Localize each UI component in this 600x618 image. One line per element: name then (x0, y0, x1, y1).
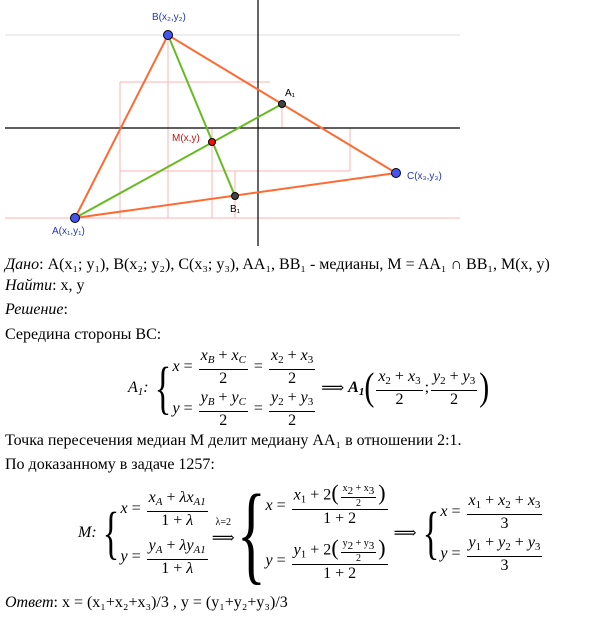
point-A (71, 214, 80, 223)
triangle-figure (0, 0, 600, 250)
median-AA1 (75, 104, 282, 218)
find-label: Найти (5, 277, 53, 294)
given-line (5, 256, 550, 274)
step2-text: Точка пересечения медиан M делит медиану AA₁ в отношении 2:1. (5, 432, 462, 449)
midpoint-system: $A_1$: { x = $\frac{x_B + x_C}{2}$ = $\frac{x_2 + x_3}{2}$ y = $\frac{y_B + y_C}{2}$ = $\frac{y_2 + y_3}{2}$ ⟹ $A_1$ ( $\frac{x_2 + x_3}{2}$ ; $\frac{y_2 + y_3}{2}$ ) (128, 346, 490, 429)
point-C (392, 169, 401, 178)
solution-text: : (63, 301, 68, 318)
solution-line (5, 301, 68, 319)
solution-label: Решение (5, 301, 64, 318)
point-A1 (279, 101, 286, 108)
label-B1: B₁ (230, 204, 241, 215)
answer-line (5, 594, 288, 612)
lambda-note: λ=2 (215, 517, 231, 528)
given-text: : A(x₁; y₁), B(x₂; y₂), C(x₃; y₃), AA₁, BB₁ - медианы, M = AA₁ ∩ BB₁, M(x, y) (39, 256, 550, 273)
point-B1 (232, 193, 239, 200)
answer-label: Ответ (5, 594, 54, 611)
point-M (209, 139, 216, 146)
label-B: B(x₂,y₂) (152, 12, 186, 23)
median-BB1 (168, 35, 235, 196)
label-A: A(x₁,y₁) (52, 226, 85, 237)
point-B (164, 31, 173, 40)
find-text: : x, y (52, 277, 85, 294)
find-line (5, 277, 85, 295)
given-label: Дано (5, 256, 40, 273)
label-M: M(x,y) (172, 133, 200, 144)
label-C: C(x₃,y₃) (407, 171, 442, 182)
step3-text: По доказанному в задаче 1257: (5, 456, 215, 473)
label-A1: A₁ (285, 88, 296, 99)
step1-text: Середина стороны BC: (5, 326, 162, 343)
answer-text: : x = (x₁+x₂+x₃)/3 , y = (y₁+y₂+y₃)/3 (53, 594, 288, 611)
centroid-system: M: { x = $\frac{x_A + \lambda x_{A1}}{1 + \lambda}$ y = $\frac{y_A + \lambda y_{A1}}{1 + \lambda}$ λ=2 ⟹ { x = $x_1 + 2$( $\frac{x2 + x3}{2}$ ) 1 + 2 y = $y_1 + 2$( $\frac{y2 + y3}{2}$ ) 1 + 2 ⟹ { x = $\frac{x_1 + x_2 + x_3}{3}$ y = $\frac{y_1 + y_2 + y_3}{3}$ (78, 472, 541, 594)
